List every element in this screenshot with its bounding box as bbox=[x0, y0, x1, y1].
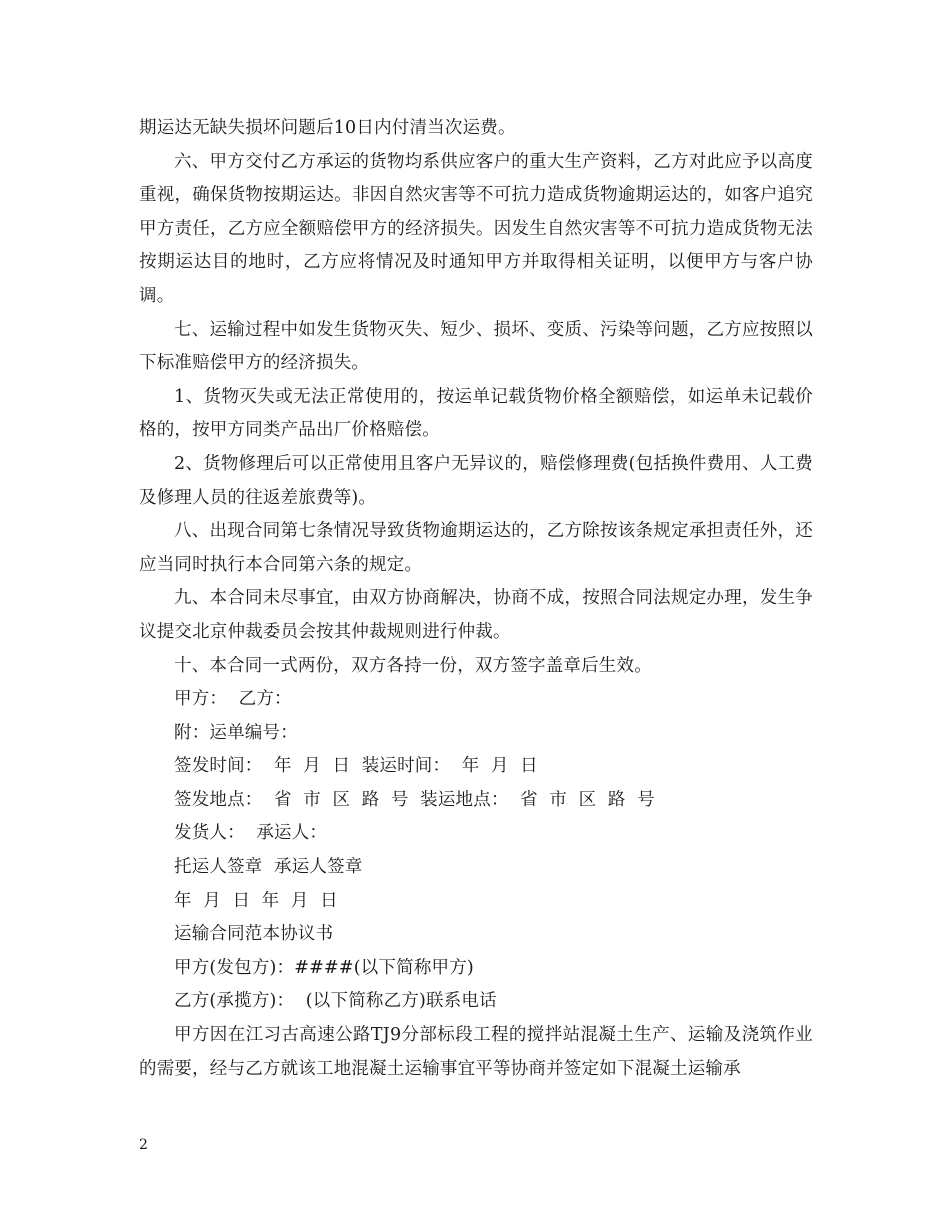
paragraph: 托运人签章 承运人签章 bbox=[174, 857, 363, 878]
paragraph: 签发时间： 年 月 日 装运时间： 年 月 日 bbox=[174, 756, 538, 777]
paragraph: 发货人： 承运人： bbox=[174, 823, 328, 844]
paragraph: 期运达无缺失损坏问题后10日内付清当次运费。 bbox=[139, 118, 516, 138]
paragraph: 1、货物灭失或无法正常使用的，按运单记载货物价格全额赔偿，如运单未记载价格的，按甲方同类产品出厂价格赔偿。 bbox=[139, 386, 813, 441]
paragraph: 甲方因在江习古高速公路TJ9分部标段工程的搅拌站混凝土生产、运输及浇筑作业的需要，经与乙方就该工地混凝土运输事宜平等协商并签定如下混凝土运输承 bbox=[139, 1025, 813, 1079]
paragraph: 九、本合同未尽事宜，由双方协商解决，协商不成，按照合同法规定办理，发生争议提交北京仲裁委员会按其仲裁规则进行仲裁。 bbox=[139, 588, 813, 642]
paragraph: 八、出现合同第七条情况导致货物逾期运达的，乙方除按该条规定承担责任外，还应当同时执行本合同第六条的规定。 bbox=[139, 521, 813, 575]
paragraph: 乙方(承揽方)： (以下简称乙方)联系电话 bbox=[174, 991, 497, 1012]
paragraph: 六、甲方交付乙方承运的货物均系供应客户的重大生产资料，乙方对此应予以高度重视，确保货物按期运达。非因自然灾害等不可抗力造成货物逾期运达的，如客户追究甲方责任，乙方应全额赔偿甲方的经济损失。因发生自然灾害等不可抗力造成货物无法按期运达目的地时，乙方应将情况及时通知甲方并取得相关证明，以便甲方与客户协调。 bbox=[139, 151, 813, 306]
page-number: 2 bbox=[139, 1137, 148, 1153]
paragraph: 附：运单编号： bbox=[174, 722, 298, 743]
paragraph: 十、本合同一式两份，双方各持一份，双方签字盖章后生效。 bbox=[174, 655, 652, 676]
paragraph: 2、货物修理后可以正常使用且客户无异议的，赔偿修理费(包括换件费用、人工费及修理人员的往返差旅费等)。 bbox=[139, 453, 813, 508]
paragraph: 七、运输过程中如发生货物灭失、短少、损坏、变质、污染等问题，乙方应按照以下标准赔偿甲方的经济损失。 bbox=[139, 319, 813, 374]
paragraph: 运输合同范本协议书 bbox=[174, 924, 334, 945]
paragraph: 年 月 日 年 月 日 bbox=[174, 890, 338, 911]
paragraph: 签发地点： 省 市 区 路 号 装运地点： 省 市 区 路 号 bbox=[174, 789, 655, 810]
paragraph: 甲方(发包方)：####(以下简称甲方) bbox=[174, 957, 474, 978]
document-body bbox=[139, 112, 813, 1086]
paragraph: 甲方： 乙方： bbox=[174, 689, 292, 710]
